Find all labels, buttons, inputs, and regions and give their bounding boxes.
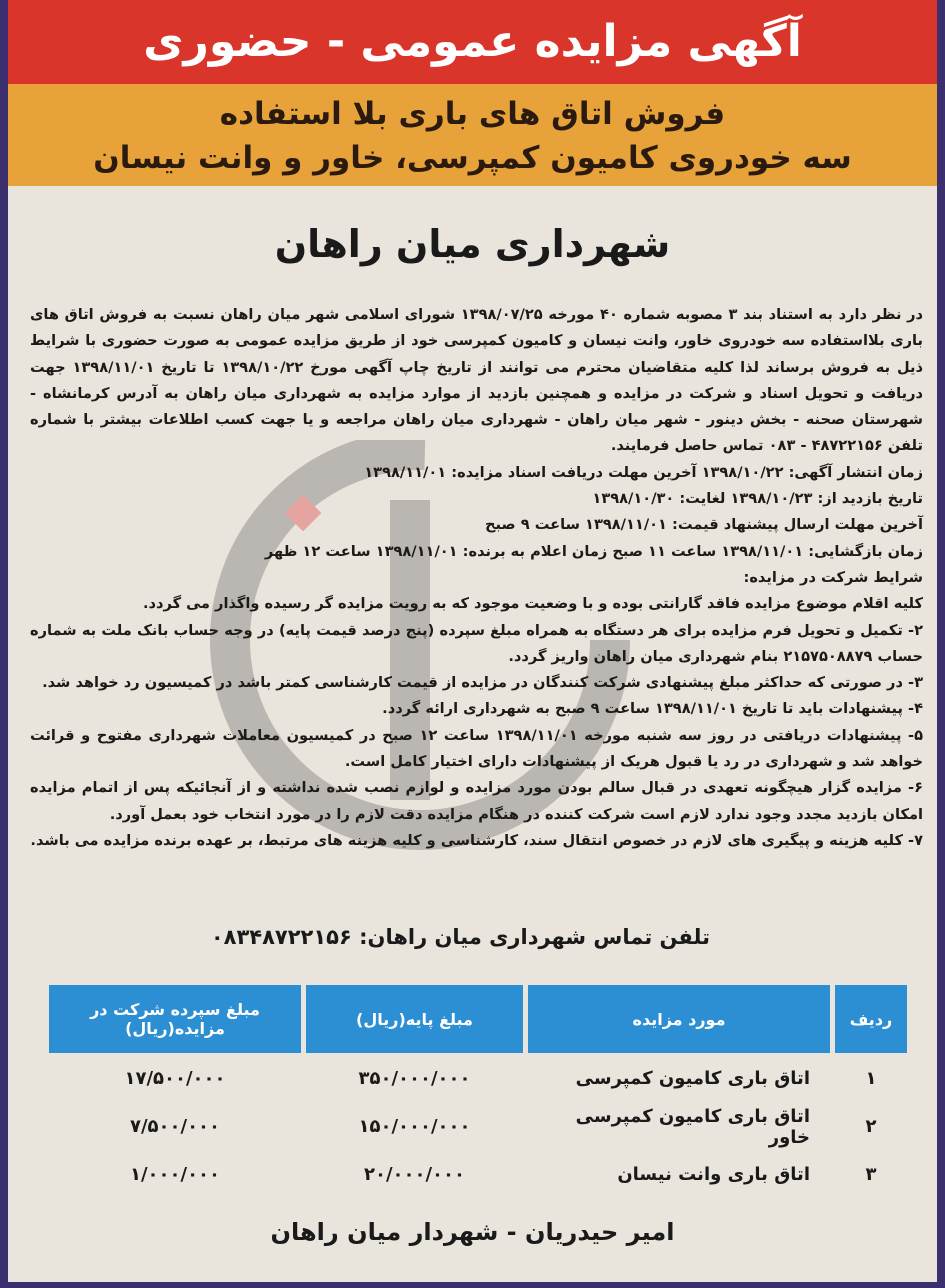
subtitle-line-2: سه خودروی کامیون کمپرسی، خاور و وانت نیسان <box>93 140 852 176</box>
condition-item: ۴- پیشنهادات باید تا تاریخ ۱۳۹۸/۱۱/۰۱ ساعت ۹ صبح به شهرداری ارائه گردد. <box>382 700 923 718</box>
condition-item: ۲- تکمیل و تحویل فرم مزایده برای هر دستگاه به همراه مبلغ سپرده (پنج درصد قیمت پایه) در وجه حساب بانک ملت به شماره حساب ۲۱۵۷۵۰۸۸۷۹ بنام شهرداری میان راهان واریز گردد. <box>30 621 923 665</box>
table-header-row <box>49 985 907 1053</box>
col-base-price: مبلغ پایه(ریال) <box>306 985 523 1053</box>
announcement-body <box>30 302 923 854</box>
row-number: ۱ <box>865 1068 877 1089</box>
contact-phone: تلفن تماس شهرداری میان راهان: ۰۸۳۴۸۷۲۲۱۵۶ <box>210 925 710 949</box>
date-line: تاریخ بازدید از: ۱۳۹۸/۱۰/۲۳ لغایت: ۱۳۹۸/۱۰/۳۰ <box>592 490 923 508</box>
condition-item: ۶- مزایده گزار هیچگونه تعهدی در قبال سالم بودن مورد مزایده و لوازم نصب شده نداشته و از آنجائیکه پس از اتمام مزایده امکان بازدید مجدد وجود ندارد لازم است شرکت کننده در هنگام مزایده دقت لازم را در مورد انتخاب خود بعمل آورد. <box>30 779 923 823</box>
table-row <box>49 1104 907 1149</box>
auction-items-table <box>44 982 912 1200</box>
col-row-number: ردیف <box>835 985 907 1053</box>
date-line: زمان انتشار آگهی: ۱۳۹۸/۱۰/۲۲ آخرین مهلت دریافت اسناد مزایده: ۱۳۹۸/۱۱/۰۱ <box>364 463 923 481</box>
mayor-signature: امیر حیدریان - شهردار میان راهان <box>270 1218 675 1246</box>
base-price: ۳۵۰/۰۰۰/۰۰۰ <box>358 1068 471 1089</box>
base-price: ۱۵۰/۰۰۰/۰۰۰ <box>358 1116 471 1137</box>
item-name: اتاق باری کامیون کمپرسی <box>575 1068 810 1089</box>
table-row <box>49 1056 907 1101</box>
item-name: اتاق باری کامیون کمپرسی خاور <box>575 1105 810 1148</box>
condition-item: ۵- پیشنهادات دریافتی در روز سه شنبه مورخه ۱۳۹۸/۱۱/۰۱ ساعت ۱۲ صبح در کمیسیون معاملات شهرداری مفتوح و قرائت خواهد شد و شهرداری در رد یا قبول هریک از پیشنهادات دارای اختیار کامل است. <box>30 726 923 771</box>
conditions-heading: شرایط شرکت در مزایده: <box>743 568 923 586</box>
ad-subtitle <box>8 84 937 186</box>
ad-title: آگهی مزایده عمومی - حضوری <box>8 0 937 84</box>
row-number: ۳ <box>865 1164 877 1185</box>
subtitle-line-1: فروش اتاق های باری بلا استفاده <box>219 96 726 132</box>
date-line: زمان بازگشایی: ۱۳۹۸/۱۱/۰۱ ساعت ۱۱ صبح زمان اعلام به برنده: ۱۳۹۸/۱۱/۰۱ ساعت ۱۲ ظهر <box>264 542 923 560</box>
col-deposit: مبلغ سپرده شرکت در مزایده(ریال) <box>49 985 301 1053</box>
condition-item: ۷- کلیه هزینه و پیگیری های لازم در خصوص انتقال سند، کارشناسی و کلیه هزینه های مرتبط، بر عهده برنده مزایده می باشد. <box>30 831 923 849</box>
organization-name: شهرداری میان راهان <box>274 222 671 266</box>
table-row <box>49 1152 907 1197</box>
base-price: ۲۰/۰۰۰/۰۰۰ <box>363 1164 466 1185</box>
intro-paragraph: در نظر دارد به استناد بند ۳ مصوبه شماره ۴۰ مورخه ۱۳۹۸/۰۷/۲۵ شورای اسلامی شهر میان راهان نسبت به فروش اتاق های باری بلااستفاده سه خودروی خاور، وانت نیسان و کامیون کمپرسی خود از طریق مزایده عمومی به صورت حضوری با شرایط ذیل به فروش برساند لذا کلیه متقاضیان محترم می توانند از تاریخ چاپ آگهی مورخ ۱۳۹۸/۱۰/۲۲ تا تاریخ ۱۳۹۸/۱۱/۰۱ جهت دریافت و تحویل اسناد و شرکت در مزایده و همچنین بازدید از موارد مزایده به شهرداری میان راهان به آدرس کرمانشاه - شهرستان صحنه - بخش دینور - شهر میان راهان - شهرداری میان راهان مراجعه و یا جهت کسب اطلاعات بیشتر با شماره تلفن ۴۸۷۲۲۱۵۶ - ۰۸۳ تماس حاصل فرمایند. <box>30 306 924 455</box>
date-line: آخرین مهلت ارسال پیشنهاد قیمت: ۱۳۹۸/۱۱/۰۱ ساعت ۹ صبح <box>485 516 923 534</box>
deposit: ۷/۵۰۰/۰۰۰ <box>129 1116 221 1137</box>
row-number: ۲ <box>865 1116 877 1137</box>
item-name: اتاق باری وانت نیسان <box>617 1164 810 1185</box>
condition-item: ۳- در صورتی که حداکثر مبلغ پیشنهادی شرکت کنندگان در مزایده از قیمت کارشناسی کمتر باشد در کمیسیون رد خواهد شد. <box>42 674 923 692</box>
deposit: ۱۷/۵۰۰/۰۰۰ <box>124 1068 226 1089</box>
col-item: مورد مزایده <box>528 985 830 1053</box>
deposit: ۱/۰۰۰/۰۰۰ <box>129 1164 221 1185</box>
condition-item: کلیه اقلام موضوع مزایده فاقد گارانتی بوده و با وضعیت موجود که به رویت مزایده گر رسیده واگذار می گردد. <box>143 595 923 613</box>
